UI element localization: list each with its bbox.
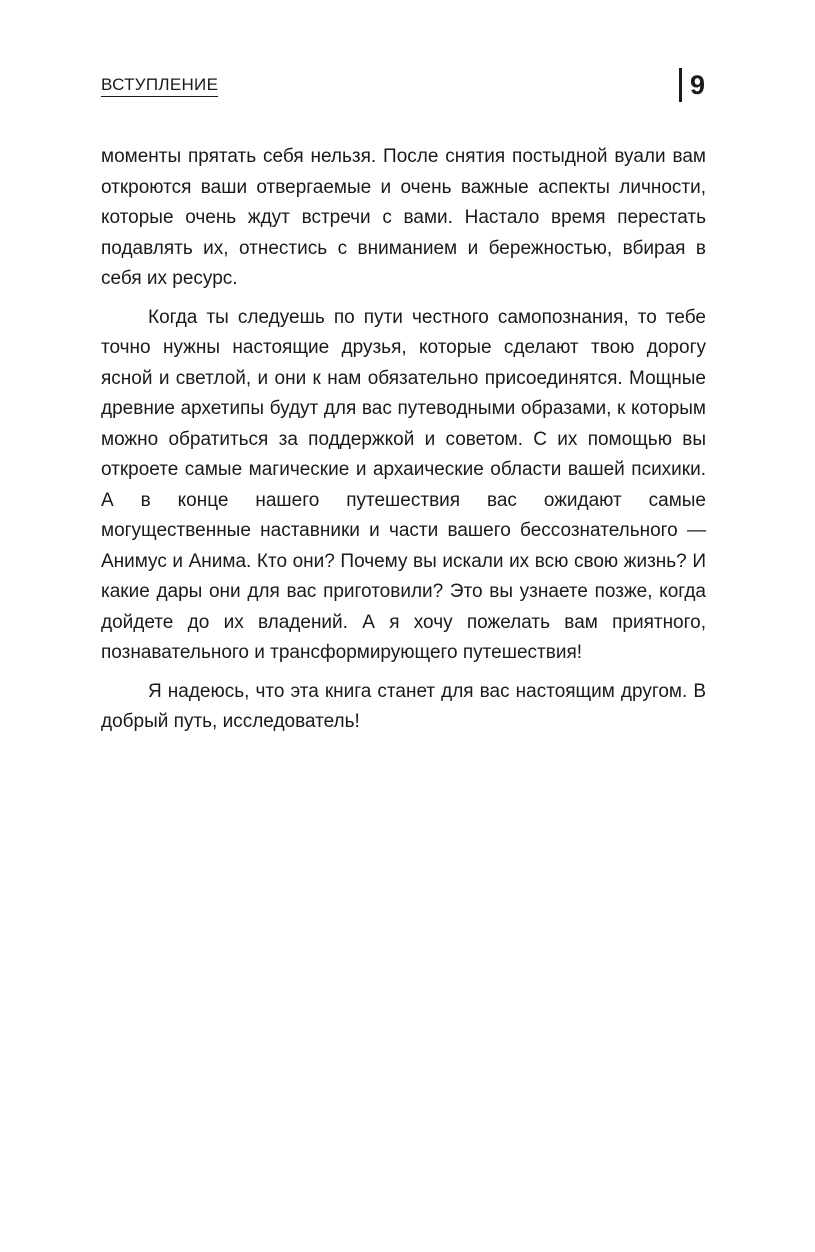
running-head-section-title: ВСТУПЛЕНИЕ [101,75,218,97]
page-number: 9 [690,70,706,100]
body-text [101,142,706,746]
paragraph-1: моменты прятать себя нельзя. После снятия постыдной вуали вам откроются ваши отвергаемые и очень важные аспекты личности, которые очень ждут встречи с вами. Настало время перестать подавлять их, отнестись с вниманием и бережностью, вбирая в себя их ресурс. [101,146,706,289]
paragraph-3: Я надеюсь, что эта книга станет для вас настоящим другом. В добрый путь, исследователь! [101,680,706,732]
paragraph-2: Когда ты следуешь по пути честного самопознания, то тебе точно нужны настоящие друзья, которые сделают твою дорогу ясной и светлой, и они к нам обязательно присоединятся. Мощные древние архетипы будут для вас путеводными образами, к которым можно обратиться за поддержкой и советом. С их помощью вы откроете самые магические и архаические области вашей психики. А в конце нашего путешествия вас ожидают самые могущественные наставники и части вашего бессознательного — Анимус и Анима. Кто они? Почему вы искали их всю свою жизнь? И какие дары они для вас приготовили? Это вы узнаете позже, когда дойдете до их владений. А я хочу пожелать вам приятного, познавательного и трансформирующего путешествия! [101,306,706,663]
header-vertical-rule [679,68,682,102]
